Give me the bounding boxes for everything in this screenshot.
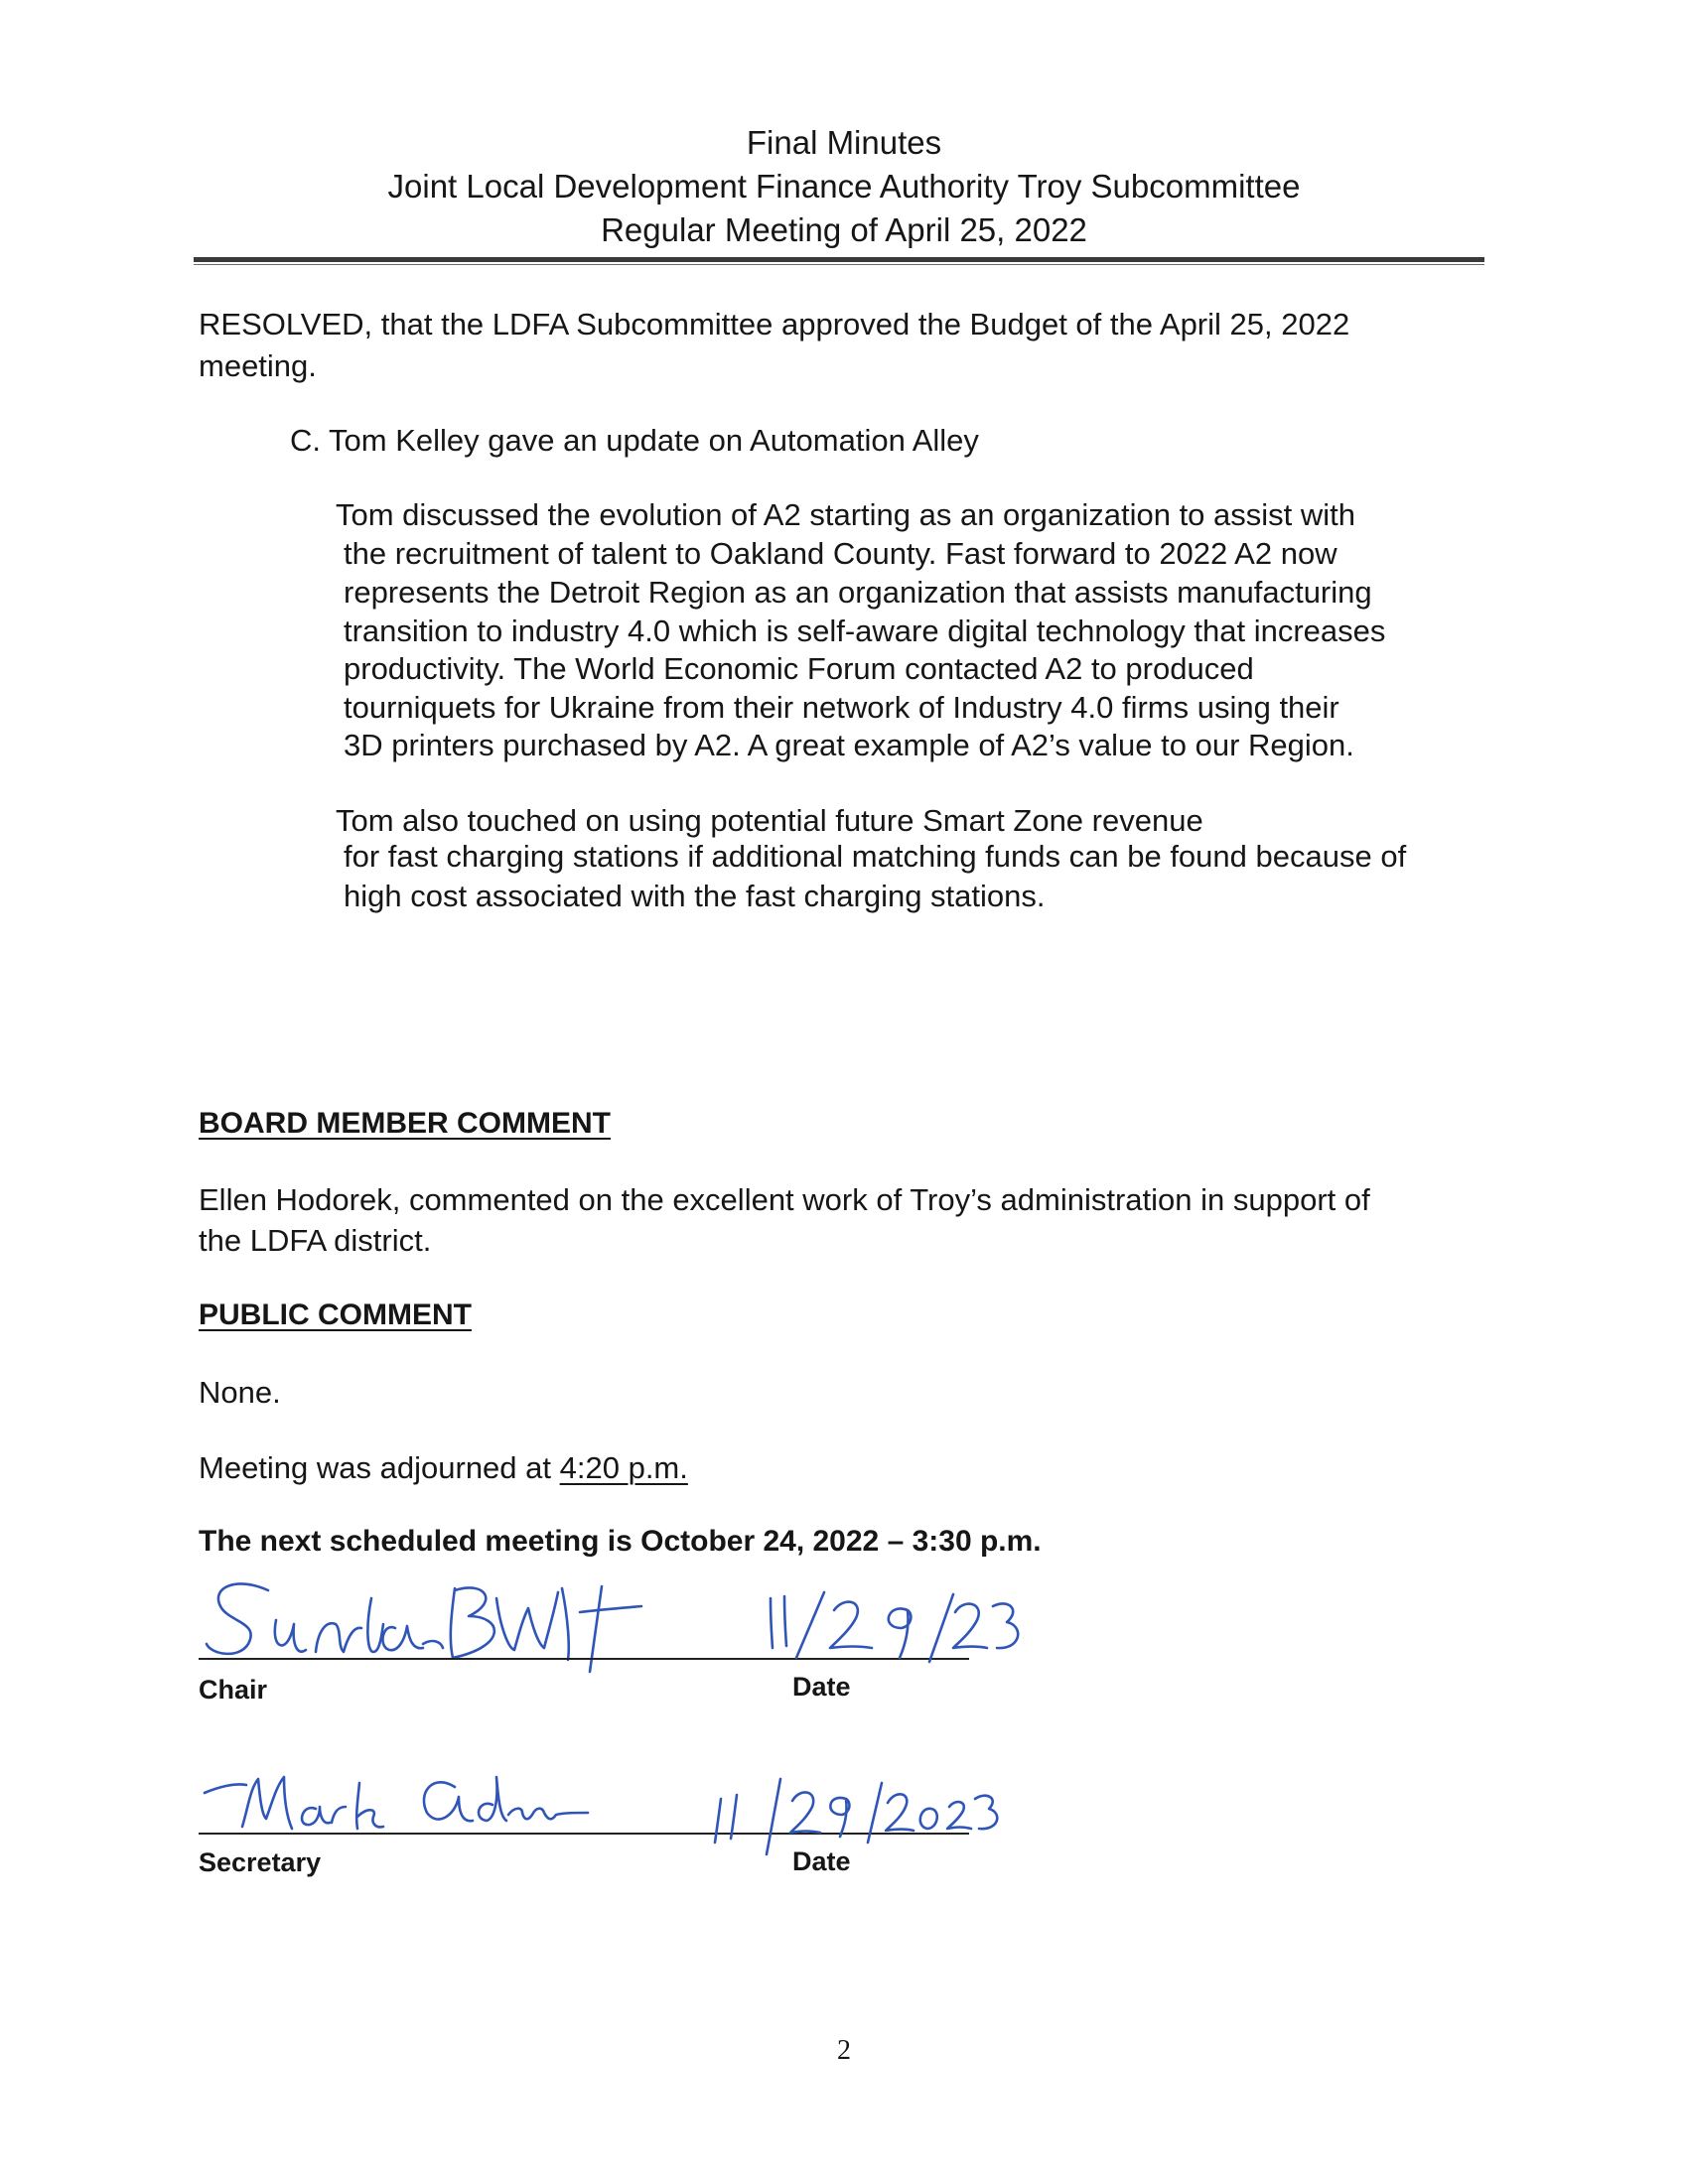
secretary-date-handwritten xyxy=(707,1777,1005,1856)
resolution-line-2: meeting. xyxy=(199,348,317,383)
page-number: 2 xyxy=(837,2035,851,2066)
paragraph-line: transition to industry 4.0 which is self-aware digital technology that increases xyxy=(344,614,1386,648)
board-comment-line-2: the LDFA district. xyxy=(199,1223,432,1258)
board-comment-line-1: Ellen Hodorek, commented on the excellent work of Troy’s administration in support of xyxy=(199,1182,1370,1217)
secretary-date-label: Date xyxy=(792,1846,851,1876)
item-c-heading: C. Tom Kelley gave an update on Automation Alley xyxy=(290,423,979,458)
public-comment-text: None. xyxy=(199,1375,281,1410)
chair-date-handwritten xyxy=(765,1588,1023,1668)
paragraph-line: tourniquets for Ukraine from their network of Industry 4.0 firms using their xyxy=(344,690,1339,725)
next-meeting-notice: The next scheduled meeting is October 24, 2022 – 3:30 p.m. xyxy=(199,1525,1042,1558)
adjournment-time: 4:20 p.m. xyxy=(559,1450,688,1485)
paragraph-line: productivity. The World Economic Forum contacted A2 to produced xyxy=(344,651,1254,686)
paragraph-line: 3D printers purchased by A2. A great example of A2’s value to our Region. xyxy=(344,728,1354,762)
chair-label: Chair xyxy=(199,1675,268,1705)
adjournment-line xyxy=(199,1448,688,1488)
chair-signature xyxy=(199,1569,655,1678)
document-title: Final Minutes xyxy=(746,124,942,161)
resolution-line-1: RESOLVED, that the LDFA Subcommittee approved the Budget of the April 25, 2022 xyxy=(199,307,1350,341)
paragraph-line: Tom also touched on using potential future Smart Zone revenue xyxy=(336,803,1203,838)
meeting-date-heading: Regular Meeting of April 25, 2022 xyxy=(601,211,1087,248)
paragraph-line: for fast charging stations if additional matching funds can be found because of xyxy=(344,839,1407,874)
paragraph-line: represents the Detroit Region as an organization that assists manufacturing xyxy=(344,575,1372,610)
header-rule-thin xyxy=(194,264,1484,265)
chair-date-label: Date xyxy=(792,1672,851,1702)
header-rule xyxy=(194,257,1484,262)
secretary-label: Secretary xyxy=(199,1847,322,1877)
paragraph-line: the recruitment of talent to Oakland County. Fast forward to 2022 A2 now xyxy=(344,536,1337,571)
board-member-comment-heading: BOARD MEMBER COMMENT xyxy=(199,1107,611,1140)
adjournment-prefix: Meeting was adjourned at xyxy=(199,1450,560,1485)
committee-name: Joint Local Development Finance Authority Troy Subcommittee xyxy=(387,168,1301,205)
paragraph-line: Tom discussed the evolution of A2 starting as an organization to assist with xyxy=(336,497,1356,532)
public-comment-heading: PUBLIC COMMENT xyxy=(199,1298,472,1331)
paragraph-line: high cost associated with the fast charging stations. xyxy=(344,879,1046,913)
